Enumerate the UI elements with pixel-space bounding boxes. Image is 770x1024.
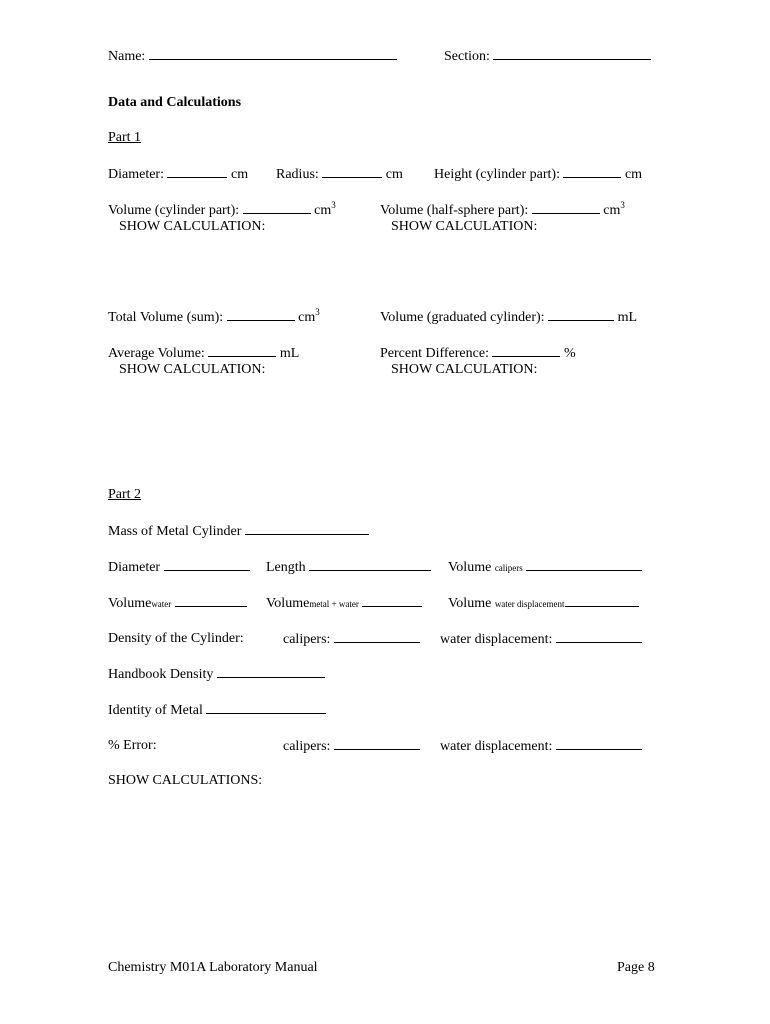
show-calculations-label: SHOW CALCULATIONS: xyxy=(108,773,263,788)
mass-blank[interactable] xyxy=(245,523,369,535)
vol-water-label: Volume xyxy=(108,596,152,611)
error-water-field xyxy=(440,738,642,755)
handbook-blank[interactable] xyxy=(217,666,325,678)
vol-calipers-field xyxy=(448,559,642,576)
vol-cylinder-unit: cm xyxy=(314,203,332,218)
vol-water-field xyxy=(108,595,247,612)
density-water-field xyxy=(440,631,642,648)
vol-metal-water-field xyxy=(266,595,422,612)
vol-cylinder-blank[interactable] xyxy=(243,202,311,214)
height-field xyxy=(434,166,642,183)
handbook-label: Handbook Density xyxy=(108,667,214,682)
vol-halfsphere-block xyxy=(380,202,625,235)
identity-blank[interactable] xyxy=(206,702,326,714)
show-calculation-label: SHOW CALCULATION: xyxy=(119,219,266,234)
vol-graduated-blank[interactable] xyxy=(548,309,614,321)
vol-graduated-field xyxy=(380,309,637,326)
section-field xyxy=(444,48,651,65)
pct-diff-blank[interactable] xyxy=(492,345,560,357)
height-blank[interactable] xyxy=(563,166,621,178)
vol-metal-water-label: Volume xyxy=(266,596,310,611)
total-volume-exp: 3 xyxy=(315,307,320,317)
identity-label: Identity of Metal xyxy=(108,703,203,718)
mass-label: Mass of Metal Cylinder xyxy=(108,524,242,539)
error-water-label: water displacement: xyxy=(440,739,553,754)
radius-label: Radius: xyxy=(276,167,319,182)
height-unit: cm xyxy=(624,167,643,182)
handbook-field xyxy=(108,666,325,683)
vol-metal-water-sub: metal + water xyxy=(309,599,359,609)
vol-cylinder-block xyxy=(108,202,336,235)
length-field xyxy=(266,559,431,576)
name-blank[interactable] xyxy=(149,48,397,60)
pct-diff-block xyxy=(380,345,576,378)
error-label: % Error: xyxy=(108,738,157,753)
avg-volume-block xyxy=(108,345,299,378)
radius-unit: cm xyxy=(385,167,403,182)
avg-volume-blank[interactable] xyxy=(208,345,276,357)
density-calipers-label: calipers: xyxy=(283,632,331,647)
vol-halfsphere-unit: cm xyxy=(603,203,621,218)
avg-volume-label: Average Volume: xyxy=(108,346,205,361)
show-calculation-label: SHOW CALCULATION: xyxy=(119,362,266,377)
diameter-label: Diameter: xyxy=(108,167,164,182)
vol-water-disp-label: Volume xyxy=(448,596,492,611)
part1-heading: Part 1 xyxy=(108,130,142,145)
vol-calipers-blank[interactable] xyxy=(526,559,642,571)
vol-water-disp-field xyxy=(448,595,639,612)
total-volume-unit: cm xyxy=(298,310,316,325)
error-calipers-blank[interactable] xyxy=(334,738,420,750)
show-calculation-label: SHOW CALCULATION: xyxy=(391,219,538,234)
diameter-field xyxy=(108,166,248,183)
pct-diff-unit: % xyxy=(563,346,576,361)
vol-cylinder-label: Volume (cylinder part): xyxy=(108,203,240,218)
density-water-label: water displacement: xyxy=(440,632,553,647)
p2-diameter-blank[interactable] xyxy=(164,559,250,571)
density-calipers-field xyxy=(283,631,420,648)
section-blank[interactable] xyxy=(493,48,651,60)
vol-halfsphere-label: Volume (half-sphere part): xyxy=(380,203,529,218)
total-volume-blank[interactable] xyxy=(227,309,295,321)
vol-graduated-unit: mL xyxy=(617,310,638,325)
diameter-blank[interactable] xyxy=(167,166,227,178)
radius-field xyxy=(276,166,403,183)
part2-heading: Part 2 xyxy=(108,487,142,502)
mass-field xyxy=(108,523,369,540)
vol-water-disp-blank[interactable] xyxy=(565,595,639,607)
page-title: Data and Calculations xyxy=(108,95,242,110)
avg-volume-unit: mL xyxy=(279,346,300,361)
total-volume-label: Total Volume (sum): xyxy=(108,310,224,325)
error-calipers-label: calipers: xyxy=(283,739,331,754)
error-calipers-field xyxy=(283,738,420,755)
error-water-blank[interactable] xyxy=(556,738,642,750)
vol-graduated-label: Volume (graduated cylinder): xyxy=(380,310,545,325)
length-blank[interactable] xyxy=(309,559,431,571)
density-label: Density of the Cylinder: xyxy=(108,631,244,646)
vol-water-disp-sub: water displacement xyxy=(494,599,565,609)
p2-diameter-field xyxy=(108,559,250,576)
height-label: Height (cylinder part): xyxy=(434,167,560,182)
vol-water-blank[interactable] xyxy=(175,595,247,607)
vol-metal-water-blank[interactable] xyxy=(362,595,422,607)
vol-cylinder-exp: 3 xyxy=(331,200,336,210)
identity-field xyxy=(108,702,326,719)
vol-calipers-sub: calipers xyxy=(494,563,523,573)
section-label: Section: xyxy=(444,49,490,64)
density-water-blank[interactable] xyxy=(556,631,642,643)
vol-halfsphere-blank[interactable] xyxy=(532,202,600,214)
p2-diameter-label: Diameter xyxy=(108,560,161,575)
vol-water-sub: water xyxy=(151,599,172,609)
diameter-unit: cm xyxy=(230,167,249,182)
density-calipers-blank[interactable] xyxy=(334,631,420,643)
vol-halfsphere-exp: 3 xyxy=(620,200,625,210)
footer-manual: Chemistry M01A Laboratory Manual xyxy=(108,960,318,975)
footer-page: Page 8 xyxy=(617,960,655,975)
radius-blank[interactable] xyxy=(322,166,382,178)
show-calculation-label: SHOW CALCULATION: xyxy=(391,362,538,377)
vol-calipers-label: Volume xyxy=(448,560,492,575)
total-volume-field xyxy=(108,309,320,326)
length-label: Length xyxy=(266,560,306,575)
pct-diff-label: Percent Difference: xyxy=(380,346,489,361)
name-label: Name: xyxy=(108,49,146,64)
name-field xyxy=(108,48,397,65)
